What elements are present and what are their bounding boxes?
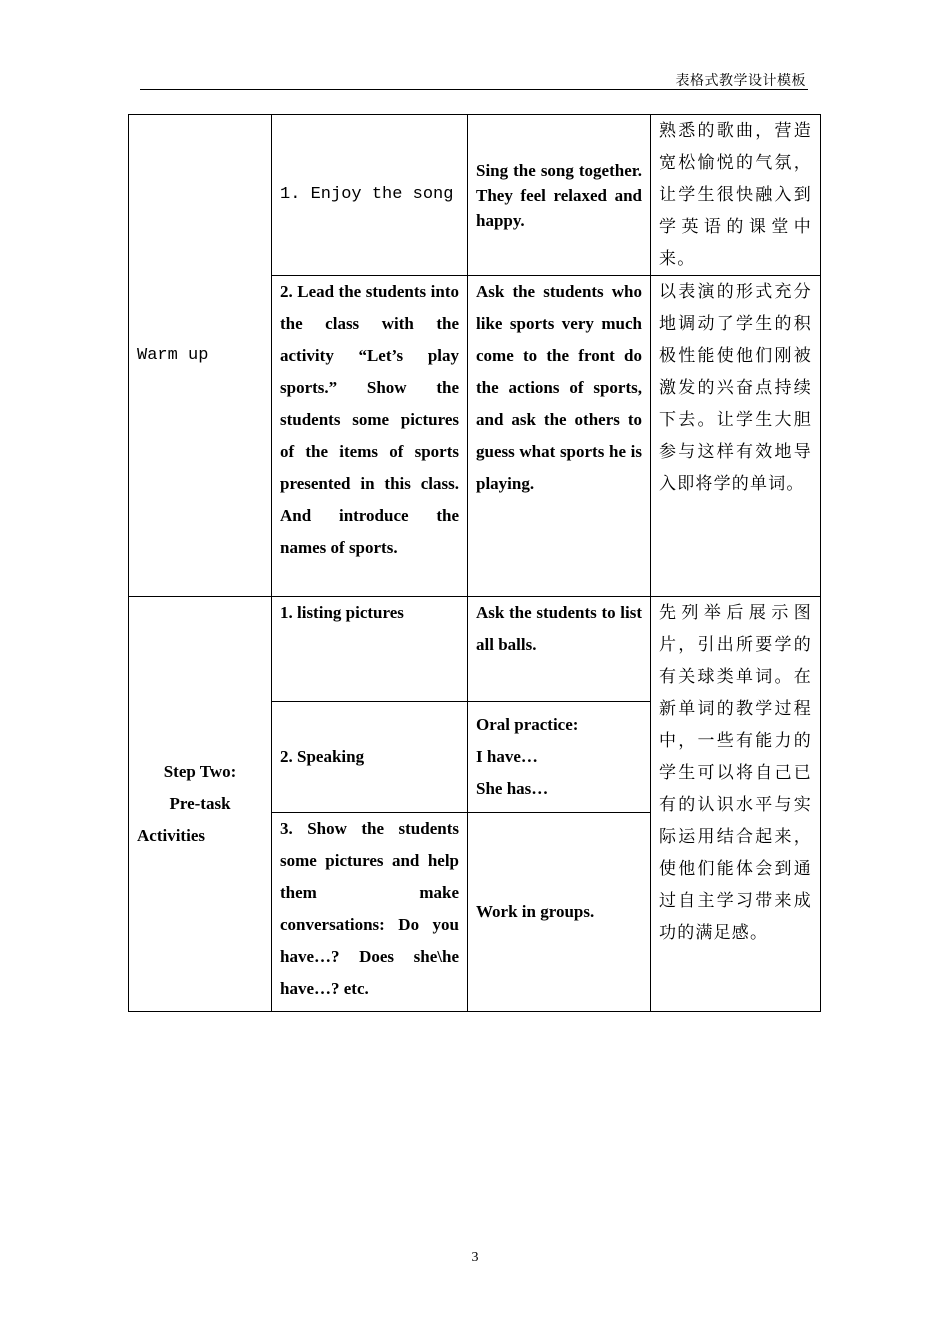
activity-cell: 2. Speaking bbox=[272, 702, 468, 813]
student-activity-cell: Sing the song together. They feel relaxed and happy. bbox=[468, 115, 651, 276]
activity-cell: 3. Show the students some pictures and help them make conversations: Do you have…? Does she\he have…? etc. bbox=[272, 813, 468, 1012]
student-activity-line: I have… bbox=[476, 747, 538, 766]
purpose-cell: 以表演的形式充分地调动了学生的积极性能使他们刚被激发的兴奋点持续下去。让学生大胆参与这样有效地导入即将学的单词。 bbox=[651, 276, 821, 597]
purpose-cell: 熟悉的歌曲，营造宽松愉悦的气氛，让学生很快融入到学英语的课堂中来。 bbox=[651, 115, 821, 276]
lesson-plan-table bbox=[128, 114, 821, 1012]
stage-line: Step Two: bbox=[163, 762, 237, 781]
stage-cell-warm-up: Warm up bbox=[129, 115, 272, 597]
activity-cell: 1. listing pictures bbox=[272, 597, 468, 702]
activity-cell: 2. Lead the students into the class with the activity “Let’s play sports.” Show the students some pictures of the items of sports presented in this class. And introduce the names of sports. bbox=[272, 276, 468, 597]
page-number: 3 bbox=[471, 1250, 479, 1265]
student-activity-cell: Ask the students to list all balls. bbox=[468, 597, 651, 702]
stage-line: Activities bbox=[137, 826, 205, 845]
activity-cell: 1. Enjoy the song bbox=[272, 115, 468, 276]
student-activity-line: Oral practice: bbox=[476, 715, 579, 734]
purpose-cell: 先列举后展示图片，引出所要学的有关球类单词。在新单词的教学过程中，一些有能力的学生可以将自己已有的认识水平与实际运用结合起来，使他们能体会到通过自主学习带来成功的满足感。 bbox=[651, 597, 821, 1012]
table-row bbox=[129, 115, 821, 276]
student-activity-cell bbox=[468, 702, 651, 813]
student-activity-cell: Work in groups. bbox=[468, 813, 651, 1012]
table-row bbox=[129, 597, 821, 702]
stage-cell-step-two bbox=[129, 597, 272, 1012]
student-activity-line: She has… bbox=[476, 779, 549, 798]
stage-line: Pre-task bbox=[169, 794, 231, 813]
page-header bbox=[140, 70, 808, 90]
student-activity-cell: Ask the students who like sports very much come to the front do the actions of sports, and ask the others to guess what sports he is playing. bbox=[468, 276, 651, 597]
header-title: 表格式教学设计模板 bbox=[675, 73, 806, 89]
